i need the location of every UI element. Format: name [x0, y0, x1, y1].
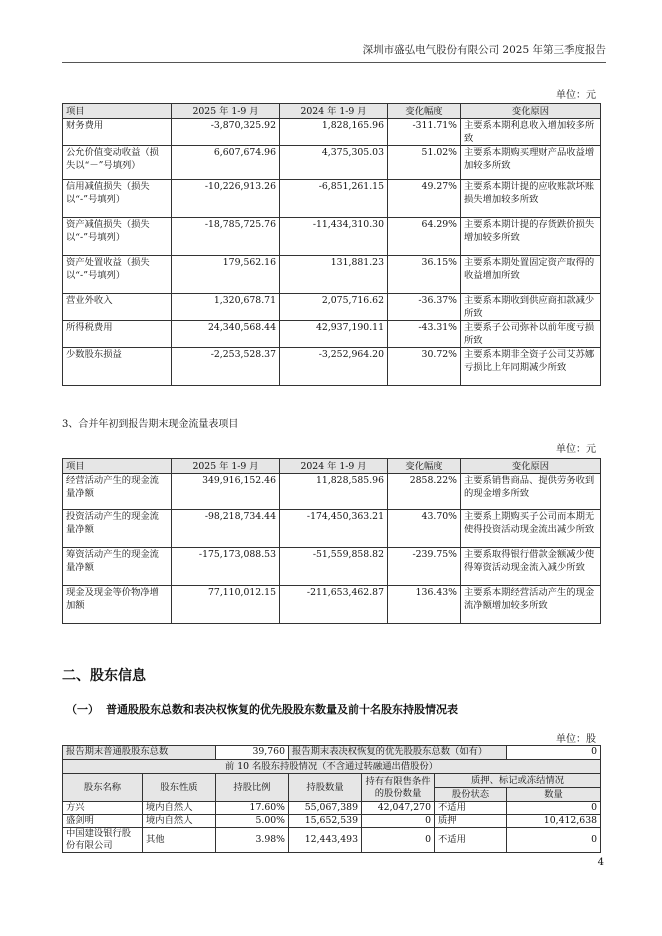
col-header-pledge: 质押、标记或冻结情况	[435, 774, 601, 788]
table-cell: 64.29%	[388, 218, 461, 256]
table-cell: 15,652,539	[289, 815, 362, 828]
table-cell: 0	[507, 802, 601, 815]
table-cell: 1,828,165.96	[280, 119, 388, 146]
column-header: 项目	[63, 459, 172, 474]
col-header-status: 股份状态	[435, 788, 507, 802]
column-header: 变化原因	[461, 459, 601, 474]
table-row	[63, 474, 601, 510]
table3-unit: 单位：股	[556, 734, 596, 745]
table-cell: 主要系本期经营活动产生的现金流净额增加较多所致	[461, 586, 601, 624]
table-cell: 不适用	[435, 802, 507, 815]
table-cell: 质押	[435, 815, 507, 828]
table-cell: 5.00%	[216, 815, 289, 828]
table-cell: 不适用	[435, 828, 507, 853]
table3-body	[63, 802, 601, 853]
header-divider	[62, 62, 606, 63]
table-cell: 公允价值变动收益（损失以“－”号填列）	[63, 146, 172, 180]
table-cell: 营业外收入	[63, 294, 172, 321]
table-cell: 2858.22%	[388, 474, 461, 510]
table-row	[63, 548, 601, 586]
table-cell: -36.37%	[388, 294, 461, 321]
table-cell: 中国建设银行股份有限公司	[63, 828, 143, 853]
table-cell: 资产处置收益（损失以“-”号填列）	[63, 256, 172, 294]
table-row	[63, 294, 601, 321]
column-header: 2025 年 1-9 月	[172, 104, 280, 119]
table-cell: 主要系本期利息收入增加较多所致	[461, 119, 601, 146]
column-header: 项目	[63, 104, 172, 119]
summary-label-1: 报告期末普通股股东总数	[63, 746, 216, 760]
top10-title: 前 10 名股东持股情况（不含通过转融通出借股份）	[63, 760, 601, 774]
subsection-number: （一）	[66, 703, 99, 716]
table-cell: 42,937,190.11	[280, 321, 388, 348]
table2-body	[63, 459, 601, 624]
summary-row	[63, 746, 601, 760]
table-cell: 所得税费用	[63, 321, 172, 348]
column-header: 变化幅度	[388, 459, 461, 474]
table-cell: 主要系子公司弥补以前年度亏损所致	[461, 321, 601, 348]
table-cell: 盛剑明	[63, 815, 143, 828]
table-cell: 现金及现金等价物净增加额	[63, 586, 172, 624]
table-row	[63, 586, 601, 624]
table2-unit: 单位：元	[556, 444, 596, 455]
table-row	[63, 180, 601, 218]
table-cell: 主要系本期处置固定资产取得的收益增加所致	[461, 256, 601, 294]
column-header: 2024 年 1-9 月	[280, 459, 388, 474]
header-row-1	[63, 774, 601, 788]
table-header-row	[63, 104, 601, 119]
table-cell: 55,067,389	[289, 802, 362, 815]
table-cell: 其他	[143, 828, 216, 853]
table-cell: 131,881.23	[280, 256, 388, 294]
table-row	[63, 119, 601, 146]
table-header-row	[63, 459, 601, 474]
table-cell: 0	[362, 828, 435, 853]
column-header: 变化原因	[461, 104, 601, 119]
table-cell: 主要系取得银行借款金额减少使得筹资活动现金流入减少所致	[461, 548, 601, 586]
table-cell: 4,375,305.03	[280, 146, 388, 180]
table-cell: 主要系本期计提的应收账款坏账损失增加较多所致	[461, 180, 601, 218]
table-cell: 0	[507, 828, 601, 853]
table-cell: 77,110,012.15	[172, 586, 280, 624]
top10-title-row	[63, 760, 601, 774]
table-row	[63, 146, 601, 180]
table-cell: -43.31%	[388, 321, 461, 348]
col-header-qty: 持股数量	[289, 774, 362, 802]
table-cell: 方兴	[63, 802, 143, 815]
table-cell: 179,562.16	[172, 256, 280, 294]
table-cell: 36.15%	[388, 256, 461, 294]
subsection-title: 普通股股东总数和表决权恢复的优先股股东数量及前十名股东持股情况表	[106, 703, 458, 716]
subsection-heading	[66, 701, 458, 717]
table-cell: 3.98%	[216, 828, 289, 853]
table-cell: 经营活动产生的现金流量净额	[63, 474, 172, 510]
column-header: 2025 年 1-9 月	[172, 459, 280, 474]
table-cell: 49.27%	[388, 180, 461, 218]
table-cell: 财务费用	[63, 119, 172, 146]
table-cell: -175,173,088.53	[172, 548, 280, 586]
col-header-name: 股东名称	[63, 774, 143, 802]
table-cell: 主要系本期购买理财产品收益增加较多所致	[461, 146, 601, 180]
table-cell: 资产减值损失（损失以“-”号填列）	[63, 218, 172, 256]
table-cell: 境内自然人	[143, 802, 216, 815]
table-cell: 少数股东损益	[63, 348, 172, 386]
table-cell: -311.71%	[388, 119, 461, 146]
section3-title: 3、合并年初到报告期末现金流量表项目	[62, 419, 239, 430]
summary-value-1: 39,760	[216, 746, 289, 760]
table1-body	[63, 104, 601, 386]
table-row	[63, 510, 601, 548]
table-cell: 51.02%	[388, 146, 461, 180]
table-cell: 筹资活动产生的现金流量净额	[63, 548, 172, 586]
table-cell: -2,253,528.37	[172, 348, 280, 386]
table-cell: -10,226,913.26	[172, 180, 280, 218]
table-cell: 43.70%	[388, 510, 461, 548]
table-cell: 0	[362, 815, 435, 828]
table-cell: 1,320,678.71	[172, 294, 280, 321]
table-cell: 12,443,493	[289, 828, 362, 853]
table-cell: 主要系销售商品、提供劳务收到的现金增多所致	[461, 474, 601, 510]
cashflow-change-table	[62, 458, 601, 624]
section-heading-shareholders: 二、股东信息	[62, 668, 146, 684]
table-cell: 境内自然人	[143, 815, 216, 828]
table-row	[63, 321, 601, 348]
shareholder-row	[63, 815, 601, 828]
table-cell: 主要系本期非全资子公司艾苏娜亏损比上年同期减少所致	[461, 348, 601, 386]
page-number: 4	[597, 857, 604, 868]
table-cell: 主要系上期购买子公司而本期无使得投资活动现金流出减少所致	[461, 510, 601, 548]
table-cell: 136.43%	[388, 586, 461, 624]
table-cell: -51,559,858.82	[280, 548, 388, 586]
table1-unit: 单位：元	[556, 90, 596, 101]
table-cell: -11,434,310.30	[280, 218, 388, 256]
table-cell: 主要系本期计提的存货跌价损失增加较多所致	[461, 218, 601, 256]
table-row	[63, 256, 601, 294]
table-cell: 主要系本期收到供应商扣款减少所致	[461, 294, 601, 321]
shareholder-row	[63, 802, 601, 815]
table-cell: 17.60%	[216, 802, 289, 815]
table-cell: -18,785,725.76	[172, 218, 280, 256]
table-cell: 10,412,638	[507, 815, 601, 828]
table-cell: 30.72%	[388, 348, 461, 386]
table-cell: 349,916,152.46	[172, 474, 280, 510]
col-header-ratio: 持股比例	[216, 774, 289, 802]
column-header: 2024 年 1-9 月	[280, 104, 388, 119]
col-header-restricted: 持有有限售条件的股份数量	[362, 774, 435, 802]
expense-change-table	[62, 103, 601, 386]
table-cell: 11,828,585.96	[280, 474, 388, 510]
column-header: 变化幅度	[388, 104, 461, 119]
table-cell: 24,340,568.44	[172, 321, 280, 348]
table-cell: -6,851,261.15	[280, 180, 388, 218]
table-cell: -3,870,325.92	[172, 119, 280, 146]
table-cell: 信用减值损失（损失以“-”号填列）	[63, 180, 172, 218]
table-row	[63, 218, 601, 256]
page-header-title: 深圳市盛弘电气股份有限公司 2025 年第三季度报告	[362, 44, 606, 56]
shareholder-table	[62, 745, 601, 853]
summary-label-2: 报告期末表决权恢复的优先股股东总数（如有）	[289, 746, 507, 760]
summary-value-2: 0	[507, 746, 601, 760]
col-header-nature: 股东性质	[143, 774, 216, 802]
table-cell: 42,047,270	[362, 802, 435, 815]
table-cell: 2,075,716.62	[280, 294, 388, 321]
table-cell: -3,252,964.20	[280, 348, 388, 386]
table-row	[63, 348, 601, 386]
table-cell: 投资活动产生的现金流量净额	[63, 510, 172, 548]
table-cell: -211,653,462.87	[280, 586, 388, 624]
table-cell: -98,218,734.44	[172, 510, 280, 548]
shareholder-row	[63, 828, 601, 853]
table-cell: 6,607,674.96	[172, 146, 280, 180]
col-header-amount: 数量	[507, 788, 601, 802]
table-cell: -239.75%	[388, 548, 461, 586]
table-cell: -174,450,363.21	[280, 510, 388, 548]
